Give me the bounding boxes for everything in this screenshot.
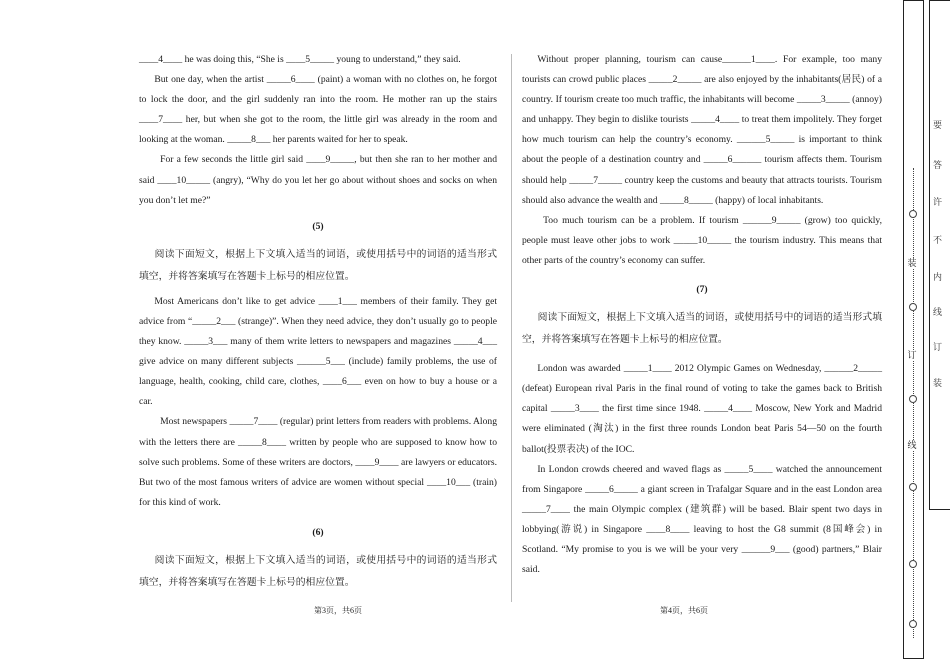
right-paragraph-3: London was awarded _____1____ 2012 Olympic Games on Wednesday, ______2_____ (defeat) European rival Paris in the final round of voting to take the games back to British capital _____3____ the first time since 1948. _____4____ Moscow, New York and Madrid were eliminated (淘汰) in the first three rounds London beat Paris 54—50 on the fourth ballot(投票表决) of the IOC.: [522, 363, 882, 455]
binding-notice-box: [929, 0, 950, 510]
binding-hole-5: [909, 560, 917, 568]
page-number-left: 第3页，共6页: [314, 606, 362, 615]
instruction-6: 阅读下面短文，根据上下文填入适当的词语，或使用括号中的词语的适当形式填空，并将答案填写在答题卡上标号的相应位置。: [139, 554, 497, 588]
page-number-right: 第4页，共6页: [660, 606, 708, 615]
right-paragraph-4: In London crowds cheered and waved flags as _____5____ watched the announcement from Singapore _____6_____ a giant screen in Trafalgar Square and in the east London area _____7____ the main Olympic complex (建筑群) will be based. Blair spent two days in lobbying(游说) in Singapore ____8____ leaving to host the G8 summit (8国峰会) in Scotland. “My promise to you is we will be your very ______9___ (good) partners,” Blair said.: [522, 463, 882, 576]
left-paragraph-5: Most newspapers _____7____ (regular) print letters from readers with problems. Along with the letters there are _____8____ written by people who are supposed to know how to solve such problems. Some of these writers are doctors, ____9____ are lawyers or educators. But two of the most famous writers of advice are women without special ____10___ (train) for this kind of work.: [139, 416, 497, 508]
section-heading-5: (5): [312, 220, 324, 232]
notice-char-6: 线: [933, 307, 943, 317]
section-heading-6: (6): [312, 526, 324, 538]
right-paragraph-2: Too much tourism can be a problem. If tourism ______9_____ (grow) too quickly, people must leave other jobs to work _____10_____ the tourism industry. This means that other parts of the country’s economy can suffer.: [522, 214, 882, 266]
binding-mark-xian: 线: [905, 440, 919, 450]
right-column: [522, 50, 882, 580]
notice-char-5: 内: [933, 272, 943, 282]
notice-char-4: 不: [933, 235, 943, 245]
notice-char-3: 许: [933, 197, 943, 207]
left-column: [139, 50, 497, 594]
left-paragraph-4: Most Americans don’t like to get advice ____1___ members of their family. They get advice from “_____2___ (strange)”. When they need advice, they don’t usually go to people they know. _____3___ many of them write letters to newspapers and magazines _____4___ give advice on many different subjects ______5___ (include) family problems, the use of language, health, cooking, child care, clothes, ____6___ even on how to buy a house or a car.: [139, 295, 497, 408]
binding-hole-4: [909, 483, 917, 491]
notice-char-1: 要: [933, 120, 943, 130]
instruction-5: 阅读下面短文，根据上下文填入适当的词语，或使用括号中的词语的适当形式填空，并将答案填写在答题卡上标号的相应位置。: [139, 248, 497, 282]
binding-hole-2: [909, 303, 917, 311]
binding-mark-zhuang: 装: [905, 258, 919, 268]
binding-hole-3: [909, 395, 917, 403]
instruction-7: 阅读下面短文，根据上下文填入适当的词语，或使用括号中的词语的适当形式填空，并将答案填写在答题卡上标号的相应位置。: [522, 312, 882, 346]
binding-hole-6: [909, 620, 917, 628]
section-heading-7: (7): [696, 284, 708, 296]
left-paragraph-3: For a few seconds the little girl said ____9_____, but then she ran to her mother and said ____10_____ (angry), “Why do you let her go about without shoes and socks on when you don’t let me?”: [139, 154, 497, 206]
binding-mark-ding: 订: [905, 350, 919, 360]
notice-char-2: 答: [933, 160, 943, 170]
right-paragraph-1: Without proper planning, tourism can cause______1____. For example, too many tourists can crowd public places _____2_____ are also enjoyed by the inhabitants(居民) of a country. If tourism create too much traffic, the inhabitants will become _____3_____ (annoy) and unhappy. They begin to dislike tourists _____4____ to treat them impolitely. They forget how much tourism can help the country’s economy. ______5_____ is important to think about the people of a destination country and _____6______ tourism affects them. Tourism should help _____7_____ country keep the customs and beauty that attracts tourists. Tourism should also advance the wealth and _____8_____ (happy) of local inhabitants.: [522, 54, 882, 206]
column-divider: [511, 54, 512, 602]
binding-hole-1: [909, 210, 917, 218]
left-paragraph-1: ____4____ he was doing this, “She is ____5_____ young to understand,” they said.: [139, 54, 461, 65]
notice-char-8: 装: [933, 378, 943, 388]
left-paragraph-2: But one day, when the artist _____6____ (paint) a woman with no clothes on, he forgot to lock the door, and the girl suddenly ran into the room. He mother ran up the stairs ____7____ her, but when she got to the room, the little girl was already in the room and looking at the woman. _____8___ her parents waited for her to speak.: [139, 74, 497, 146]
notice-char-7: 订: [933, 342, 943, 352]
